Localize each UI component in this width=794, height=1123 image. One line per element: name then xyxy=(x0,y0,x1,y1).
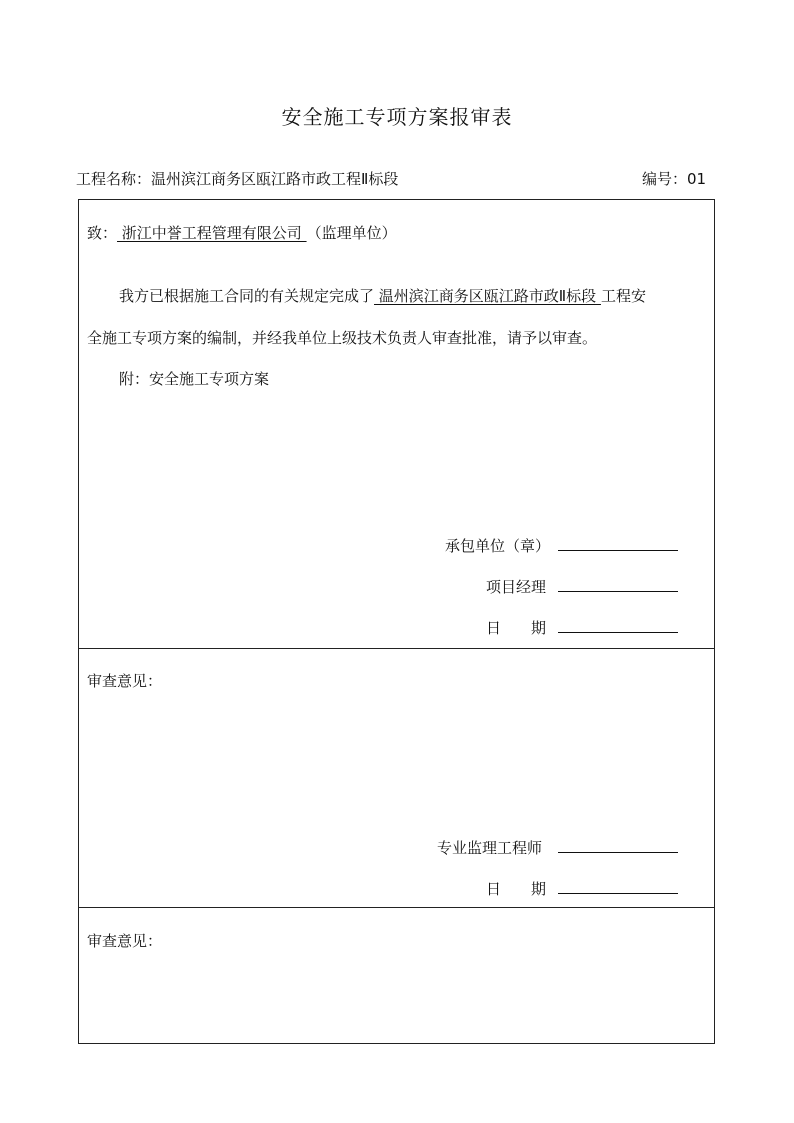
recipient-suffix: （监理单位） xyxy=(306,224,397,242)
review-label: 审查意见： xyxy=(87,932,163,950)
submission-section xyxy=(79,200,714,649)
review-section-2 xyxy=(79,908,714,1044)
contractor-label: 承包单位（章） xyxy=(445,537,551,555)
engineer-signature-line[interactable] xyxy=(558,852,678,853)
review-section-1 xyxy=(79,649,714,908)
serial-number: 编号：01 xyxy=(642,170,707,188)
date-line[interactable] xyxy=(558,632,678,633)
recipient-company[interactable]: 浙江中誉工程管理有限公司 xyxy=(117,224,307,242)
attachment-line: 附：安全施工专项方案 xyxy=(119,370,270,388)
recipient-line xyxy=(87,222,397,243)
body-line-1 xyxy=(119,285,646,306)
contractor-signature-line[interactable] xyxy=(558,550,678,551)
form-table xyxy=(78,199,715,1044)
recipient-prefix: 致： xyxy=(87,224,118,242)
body-text-1: 我方已根据施工合同的有关规定完成了 xyxy=(119,287,375,305)
date-label: 日 期 xyxy=(486,880,547,898)
body-text-2: 工程安 xyxy=(600,287,646,305)
manager-label: 项目经理 xyxy=(486,578,547,596)
manager-signature-line[interactable] xyxy=(558,591,678,592)
project-name: 工程名称：温州滨江商务区瓯江路市政工程Ⅱ标段 xyxy=(76,170,399,188)
review-label: 审查意见： xyxy=(87,672,163,690)
project-name-field[interactable]: 温州滨江商务区瓯江路市政Ⅱ标段 xyxy=(374,287,601,305)
engineer-label: 专业监理工程师 xyxy=(437,839,543,857)
date-label: 日 期 xyxy=(486,619,547,637)
page-title: 安全施工专项方案报审表 xyxy=(281,105,513,129)
body-line-2: 全施工专项方案的编制，并经我单位上级技术负责人审查批准，请予以审查。 xyxy=(87,329,598,347)
date-line[interactable] xyxy=(558,893,678,894)
